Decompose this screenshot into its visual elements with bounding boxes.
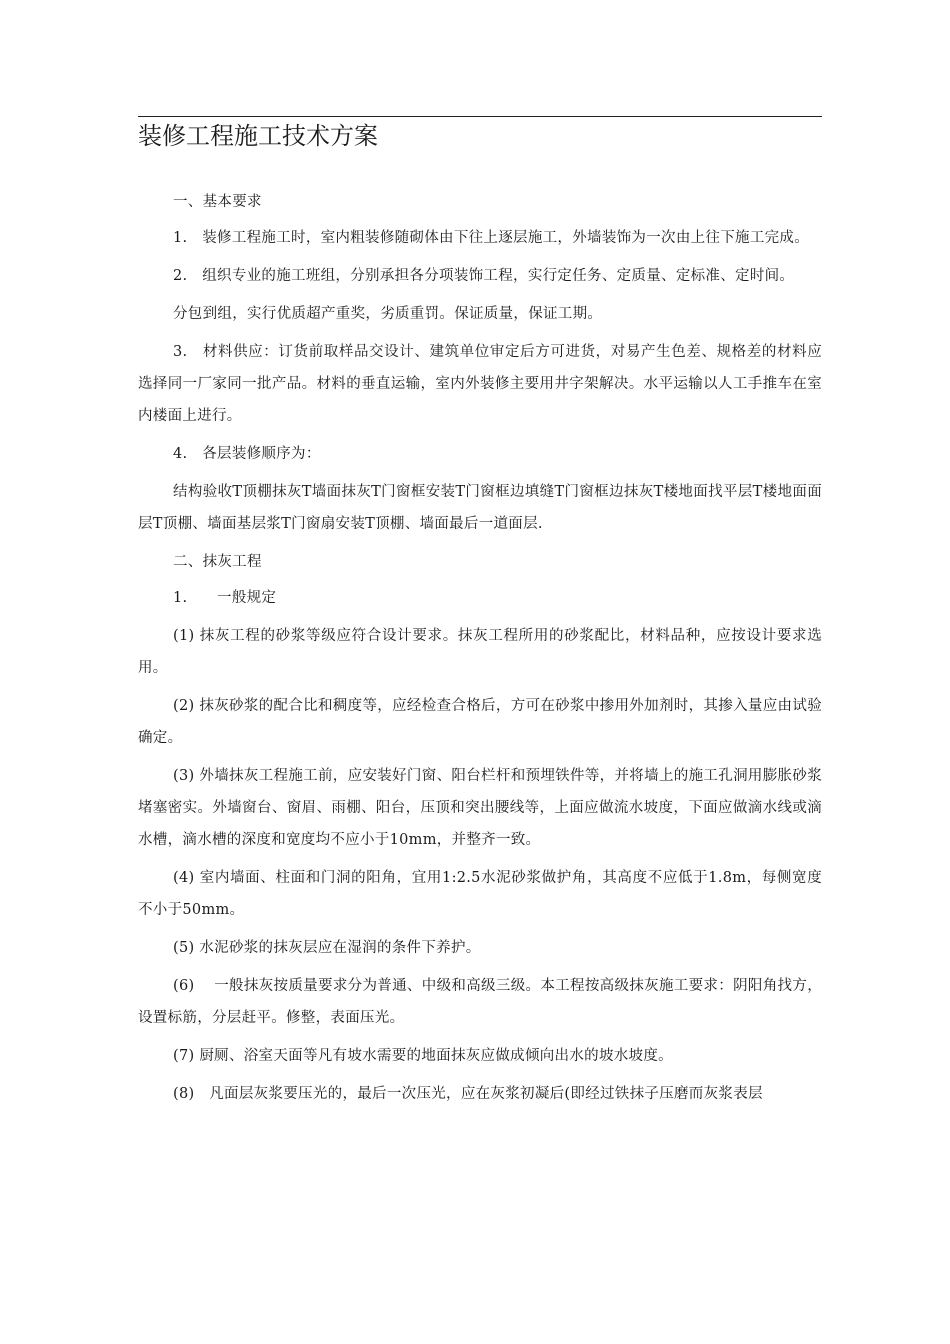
paragraph-general-rules: 1. 一般规定 — [173, 590, 277, 606]
paragraph-rule-3: (3) 外墙抹灰工程施工前，应安装好门窗、阳台栏杆和预埋铁件等，并将墙上的施工孔洞用膨胀砂浆堵塞密实。外墙窗台、窗眉、雨棚、阳台，压顶和突出腰线等，上面应做流水坡度，下面应做滴水线或滴水槽，滴水槽的深度和宽度均不应小于10mm，并整齐一致。 — [138, 768, 822, 848]
section-heading-basic-requirements: 一、基本要求 — [173, 194, 262, 210]
paragraph-rule-4: (4) 室内墙面、柱面和门洞的阳角，宜用1:2.5水泥砂浆做护角，其高度不应低于1.8m，每侧宽度不小于50mm。 — [138, 870, 822, 918]
paragraph-subcontract: 分包到组，实行优质超产重奖，劣质重罚。保证质量，保证工期。 — [173, 306, 603, 322]
paragraph-item-1: 1. 装修工程施工时，室内粗装修随砌体由下往上逐层施工，外墙装饰为一次由上往下施工完成。 — [173, 230, 810, 246]
paragraph-rule-1: (1) 抹灰工程的砂浆等级应符合设计要求。抹灰工程所用的砂浆配比，材料品种，应按设计要求选用。 — [138, 628, 822, 676]
paragraph-item-4: 4. 各层装修顺序为： — [173, 446, 321, 462]
paragraph-item-2: 2. 组织专业的施工班组，分别承担各分项装饰工程，实行定任务、定质量、定标准、定时间。 — [173, 268, 795, 284]
paragraph-rule-5: (5) 水泥砂浆的抹灰层应在湿润的条件下养护。 — [173, 940, 481, 956]
paragraph-rule-7: (7) 厨厕、浴室天面等凡有坡水需要的地面抹灰应做成倾向出水的坡水坡度。 — [173, 1048, 673, 1064]
paragraph-rule-6: (6) 一般抹灰按质量要求分为普通、中级和高级三级。本工程按高级抹灰施工要求：阴阳角找方，设置标筋，分层赶平。修整，表面压光。 — [138, 978, 822, 1026]
header-rule — [138, 116, 822, 117]
paragraph-rule-8: (8) 凡面层灰浆要压光的，最后一次压光，应在灰浆初凝后(即经过铁抹子压磨而灰浆表层 — [173, 1086, 763, 1102]
paragraph-rule-2: (2) 抹灰砂浆的配合比和稠度等，应经检查合格后，方可在砂浆中掺用外加剂时，其掺入量应由试验确定。 — [138, 698, 822, 746]
document-body — [138, 186, 822, 1116]
section-heading-plastering: 二、抹灰工程 — [173, 554, 262, 570]
paragraph-item-3: 3. 材料供应：订货前取样品交设计、建筑单位审定后方可进货，对易产生色差、规格差的材料应选择同一厂家同一批产品。材料的垂直运输，室内外装修主要用井字架解决。水平运输以人工手推车在室内楼面上进行。 — [138, 344, 822, 424]
paragraph-sequence: 结构验收T顶棚抹灰T墙面抹灰T门窗框安装T门窗框边填缝T门窗框边抹灰T楼地面找平层T楼地面面层T顶棚、墙面基层浆T门窗扇安装T顶棚、墙面最后一道面层. — [138, 484, 822, 532]
document-title: 装修工程施工技术方案 — [138, 122, 378, 150]
